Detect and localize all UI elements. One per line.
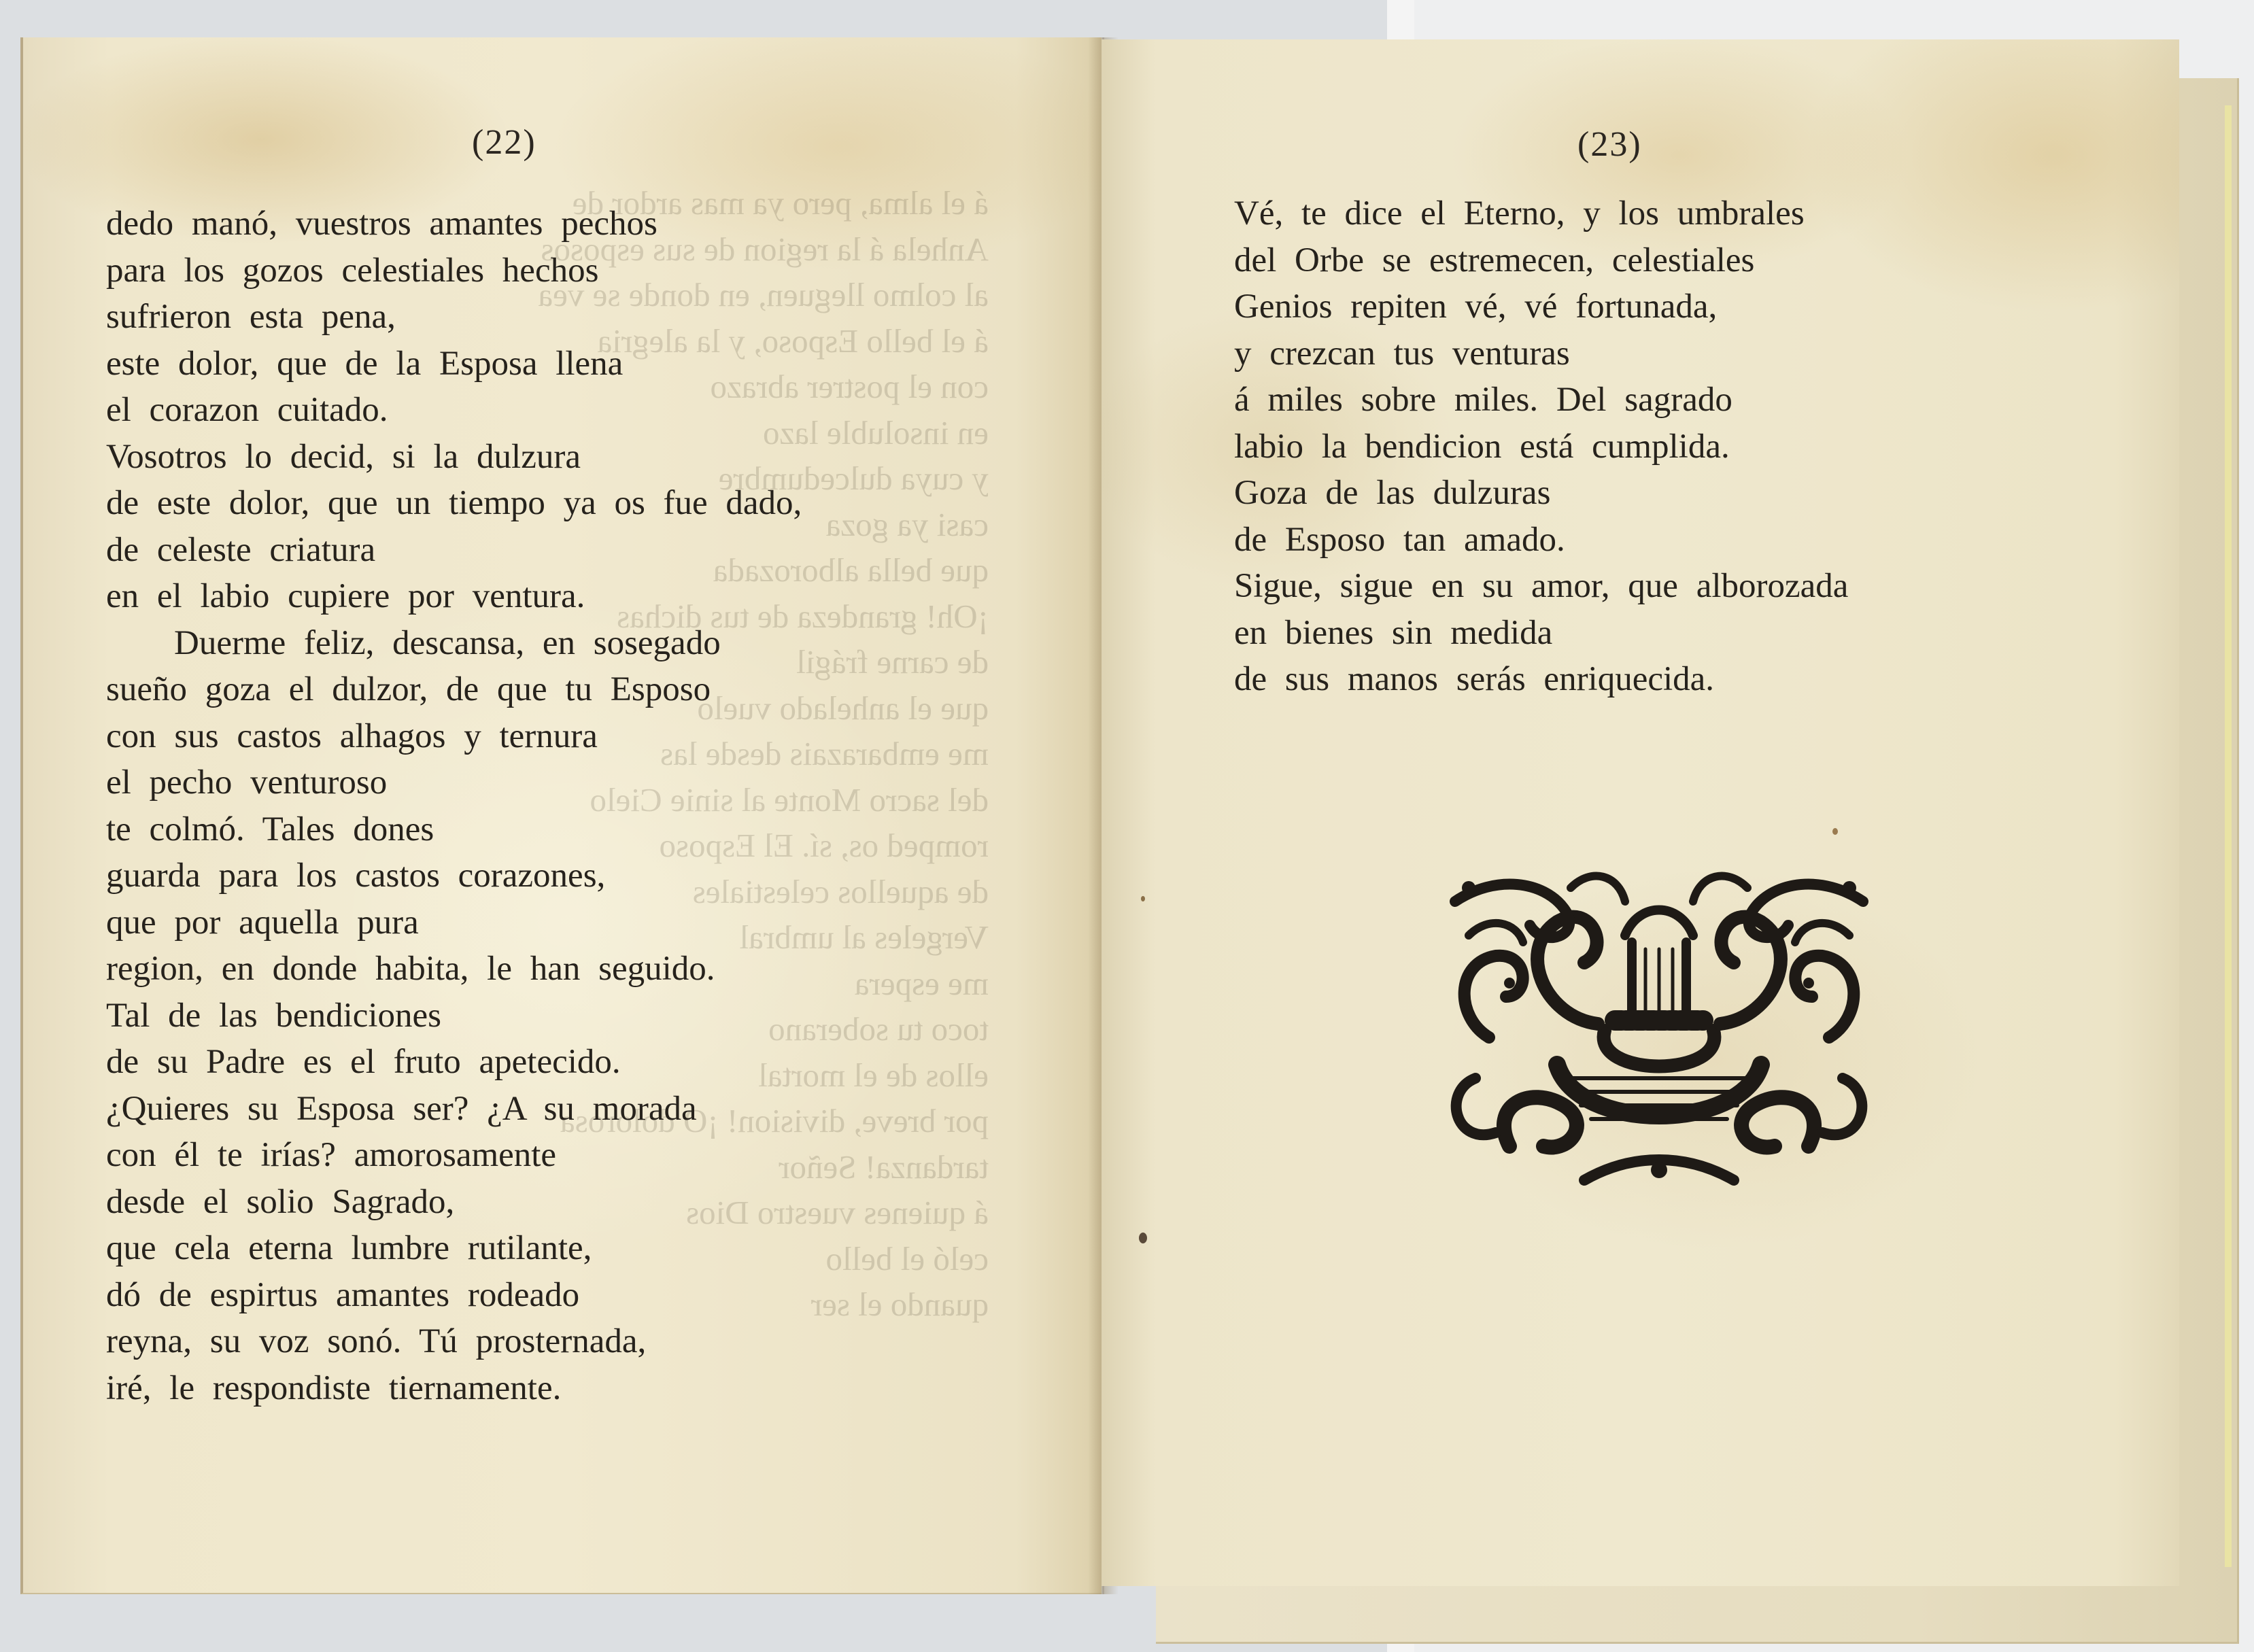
text-line: iré, le respondiste tiernamente. bbox=[106, 1369, 562, 1407]
right-page bbox=[1102, 39, 2179, 1586]
show-through-line: casi ya goza bbox=[825, 505, 989, 543]
text-line: con sus castos alhagos y ternura bbox=[106, 717, 598, 755]
show-through-line: á el bello Esposo, y la alegria bbox=[597, 322, 989, 360]
text-line: el pecho venturoso bbox=[106, 763, 388, 802]
text-line: de este dolor, que un tiempo ya os fue dado, bbox=[106, 484, 802, 522]
text-line: Sigue, sigue en su amor, que alborozada bbox=[1234, 567, 1849, 605]
text-line: te colmó. Tales dones bbox=[106, 810, 434, 848]
text-line: este dolor, que de la Esposa llena bbox=[106, 344, 624, 383]
text-line: reyna, su voz sonó. Tú prosternada, bbox=[106, 1322, 647, 1360]
show-through-line: ¡Oh! grandeza de tus dichas bbox=[617, 597, 989, 635]
show-through-line: con el postrer abrazo bbox=[710, 368, 989, 405]
show-through-line: y cuya dulcedumbre bbox=[718, 460, 989, 497]
right-page-text bbox=[1234, 190, 1848, 703]
show-through-line: que el anhelado vuelo bbox=[697, 689, 989, 727]
text-line: dó de espirtus amantes rodeado bbox=[106, 1275, 580, 1314]
text-line: Genios repiten vé, vé fortunada, bbox=[1234, 288, 1718, 326]
show-through-line: ellos de el mortal bbox=[758, 1056, 989, 1094]
text-line: Vosotros lo decid, si la dulzura bbox=[106, 437, 581, 476]
woodcut-vase-ornament-icon bbox=[1428, 861, 1890, 1201]
show-through-line: quando el ser bbox=[810, 1286, 989, 1323]
show-through-line: de carne frágil bbox=[796, 643, 989, 681]
text-line: á miles sobre miles. Del sagrado bbox=[1234, 381, 1732, 419]
text-line: dedo manó, vuestros amantes pechos bbox=[106, 205, 658, 243]
ink-spot bbox=[1141, 896, 1145, 901]
text-line: y crezcan tus venturas bbox=[1234, 334, 1570, 373]
show-through-line: me espera bbox=[854, 964, 989, 1002]
show-through-line: Vergeles al umbral bbox=[739, 918, 989, 956]
left-page-text bbox=[106, 201, 802, 1411]
text-line: de sus manos serás enriquecida. bbox=[1234, 660, 1715, 698]
text-line: que cela eterna lumbre rutilante, bbox=[106, 1229, 592, 1267]
show-through-line: del sacro Monte al sinie Cielo bbox=[590, 780, 989, 819]
text-line: que por aquella pura bbox=[106, 903, 419, 942]
text-line: ¿Quieres su Esposa ser? ¿A su morada bbox=[106, 1089, 697, 1128]
text-line: labio la bendicion está cumplida. bbox=[1234, 427, 1730, 466]
show-through-line: al colmo lleguen, en donde se vea bbox=[538, 276, 989, 313]
text-line: Tal de las bendiciones bbox=[106, 996, 442, 1035]
text-line: sufrieron esta pena, bbox=[106, 298, 396, 336]
show-through-line: Anhela á la region de sus esposos bbox=[541, 230, 989, 268]
text-line: de su Padre es el fruto apetecido. bbox=[106, 1043, 621, 1081]
show-through-line: celó el bello bbox=[825, 1239, 989, 1277]
text-line: guarda para los castos corazones, bbox=[106, 857, 606, 895]
text-line: con él te irías? amorosamente bbox=[106, 1136, 557, 1174]
page-edge-highlight bbox=[2225, 105, 2232, 1567]
left-page-number: (22) bbox=[472, 123, 536, 162]
show-through-line: por breve, division! ¡O dolorosa bbox=[560, 1102, 989, 1139]
left-page bbox=[20, 37, 1102, 1594]
text-line: el corazon cuitado. bbox=[106, 391, 388, 429]
text-line: region, en donde habita, le han seguido. bbox=[106, 950, 715, 988]
show-through-line: que bella alborozada bbox=[713, 551, 989, 589]
text-line: del Orbe se estremecen, celestiales bbox=[1234, 241, 1755, 279]
ink-spot bbox=[1832, 828, 1838, 835]
right-page-number: (23) bbox=[1577, 125, 1642, 164]
show-through-line: en insoluble lazo bbox=[762, 413, 989, 451]
show-through-line: tardanza! Señor bbox=[779, 1148, 989, 1186]
text-line: en el labio cupiere por ventura. bbox=[106, 577, 585, 615]
show-through-line: á quienes vuestro Dios bbox=[686, 1194, 989, 1231]
text-line: en bienes sin medida bbox=[1234, 613, 1553, 652]
text-line: Goza de las dulzuras bbox=[1234, 474, 1551, 512]
text-line: Vé, te dice el Eterno, y los umbrales bbox=[1234, 194, 1805, 233]
text-line: desde el solio Sagrado, bbox=[106, 1182, 455, 1221]
show-through-line: toco tu soberano bbox=[768, 1010, 989, 1048]
text-line: de Esposo tan amado. bbox=[1234, 520, 1565, 559]
show-through-line: á el alma, pero ya mas ardor de bbox=[572, 184, 989, 222]
text-line: de celeste criatura bbox=[106, 530, 376, 569]
show-through-line: romped os, sí. El Esposo bbox=[659, 827, 989, 864]
text-line: para los gozos celestiales hechos bbox=[106, 251, 599, 290]
show-through-line: me embarazais desde las bbox=[660, 735, 989, 772]
text-line: Duerme feliz, descansa, en sosegado bbox=[174, 623, 721, 662]
show-through-line: de aquellos celestiales bbox=[692, 872, 989, 910]
text-line: sueño goza el dulzor, de que tu Esposo bbox=[106, 670, 711, 708]
ink-spot bbox=[1139, 1233, 1147, 1243]
